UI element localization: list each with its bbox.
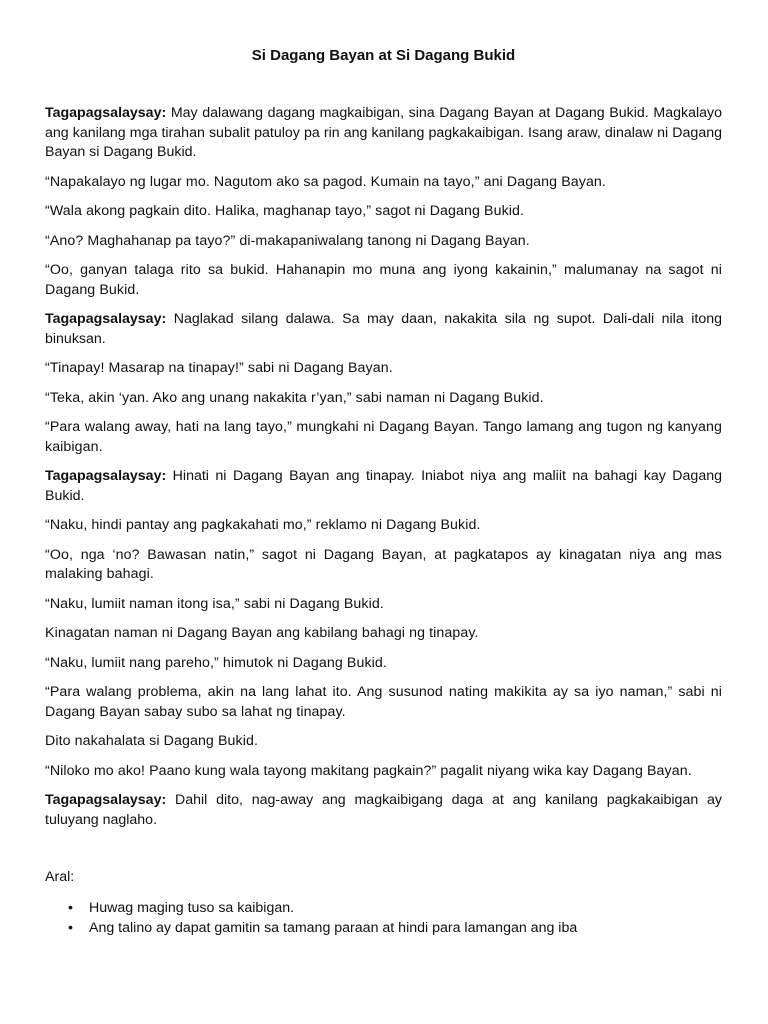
dialogue-paragraph (45, 232, 722, 252)
document-title: Si Dagang Bayan at Si Dagang Bukid (251, 47, 516, 64)
paragraph-text: “Naku, hindi pantay ang pagkakahati mo,” reklamo ni Dagang Bukid. (45, 517, 481, 533)
paragraph-text: “Napakalayo ng lugar mo. Nagutom ako sa pagod. Kumain na tayo,” ani Dagang Bayan. (45, 173, 606, 190)
paragraph-text: Hinati ni Dagang Bayan ang tinapay. Iniabot niya ang maliit na bahagi kay Dagang Bukid. (45, 468, 722, 504)
speaker-label: Tagapagsalaysay: (45, 468, 167, 484)
paragraph-text: “Oo, nga ‘no? Bawasan natin,” sagot ni Dagang Bayan, at pagkatapos ay kinagatan niya ang mas malaking bahagi. (45, 546, 722, 582)
dialogue-paragraph (45, 173, 722, 193)
story-body (45, 104, 722, 830)
dialogue-paragraph (45, 732, 722, 752)
bullet-icon: • (68, 919, 73, 936)
dialogue-paragraph (45, 624, 722, 644)
dialogue-paragraph (45, 202, 722, 222)
paragraph-text: Dito nakahalata si Dagang Bukid. (45, 733, 258, 749)
speaker-label: Tagapagsalaysay: (45, 105, 167, 121)
dialogue-paragraph (45, 516, 722, 536)
paragraph-text: “Para walang problema, akin na lang lahat ito. Ang susunod nating makikita ay sa iyo naman,” sabi ni Dagang Bayan sabay subo sa lahat ng tinapay. (45, 684, 722, 720)
dialogue-paragraph (45, 261, 722, 300)
paragraph-text: “Oo, ganyan talaga rito sa bukid. Hahanapin mo muna ang iyong kakainin,” malumanay na sagot ni Dagang Bukid. (45, 262, 722, 298)
dialogue-paragraph (45, 595, 722, 615)
paragraph-text: “Naku, lumiit nang pareho,” himutok ni Dagang Bukid. (45, 654, 387, 671)
paragraph-text: “Niloko mo ako! Paano kung wala tayong makitang pagkain?” pagalit niyang wika kay Dagang Bayan. (45, 762, 692, 779)
narration-paragraph (45, 467, 722, 506)
paragraph-text: Naglakad silang dalawa. Sa may daan, nakakita sila ng supot. Dali-dali nila itong binuksan. (45, 311, 722, 347)
paragraph-text: May dalawang dagang magkaibigan, sina Dagang Bayan at Dagang Bukid. Magkalayo ang kanilang mga tirahan subalit patuloy pa rin ang kanilang pagkakaibigan. Isang araw, dinalaw ni Dagang Bayan si Dagang Bukid. (45, 105, 722, 160)
dialogue-paragraph (45, 762, 722, 782)
dialogue-paragraph (45, 389, 722, 409)
dialogue-paragraph (45, 359, 722, 379)
narration-paragraph (45, 791, 722, 830)
lesson-item (68, 898, 722, 918)
document-page (45, 46, 722, 938)
paragraph-text: “Ano? Maghahanap pa tayo?” di-makapaniwalang tanong ni Dagang Bayan. (45, 232, 530, 249)
dialogue-paragraph (45, 418, 722, 457)
aral-label: Aral: (45, 869, 75, 885)
paragraph-text: “Wala akong pagkain dito. Halika, maghanap tayo,” sagot ni Dagang Bukid. (45, 203, 525, 219)
dialogue-paragraph (45, 654, 722, 674)
narration-paragraph (45, 310, 722, 349)
lesson-text: Huwag maging tuso sa kaibigan. (89, 899, 295, 916)
section-spacer (45, 840, 722, 868)
speaker-label: Tagapagsalaysay: (45, 311, 167, 327)
speaker-label: Tagapagsalaysay: (45, 792, 167, 808)
narration-paragraph (45, 104, 722, 163)
paragraph-text: Dahil dito, nag-away ang magkaibigang daga at ang kanilang pagkakaibigan ay tuluyang naglaho. (45, 792, 722, 828)
dialogue-paragraph (45, 546, 722, 585)
paragraph-text: Kinagatan naman ni Dagang Bayan ang kabilang bahagi ng tinapay. (45, 625, 479, 641)
lessons-list (45, 898, 722, 938)
paragraph-text: “Naku, lumiit naman itong isa,” sabi ni Dagang Bukid. (45, 595, 384, 612)
paragraph-text: “Para walang away, hati na lang tayo,” mungkahi ni Dagang Bayan. Tango lamang ang tugon ng kanyang kaibigan. (45, 419, 722, 455)
lesson-text: Ang talino ay dapat gamitin sa tamang paraan at hindi para lamangan ang iba (89, 919, 578, 936)
bullet-icon: • (68, 899, 73, 916)
paragraph-text: “Tinapay! Masarap na tinapay!” sabi ni Dagang Bayan. (45, 360, 393, 376)
dialogue-paragraph (45, 683, 722, 722)
paragraph-text: “Teka, akin ‘yan. Ako ang unang nakakita r’yan,” sabi naman ni Dagang Bukid. (45, 389, 544, 406)
lesson-item (68, 918, 722, 938)
